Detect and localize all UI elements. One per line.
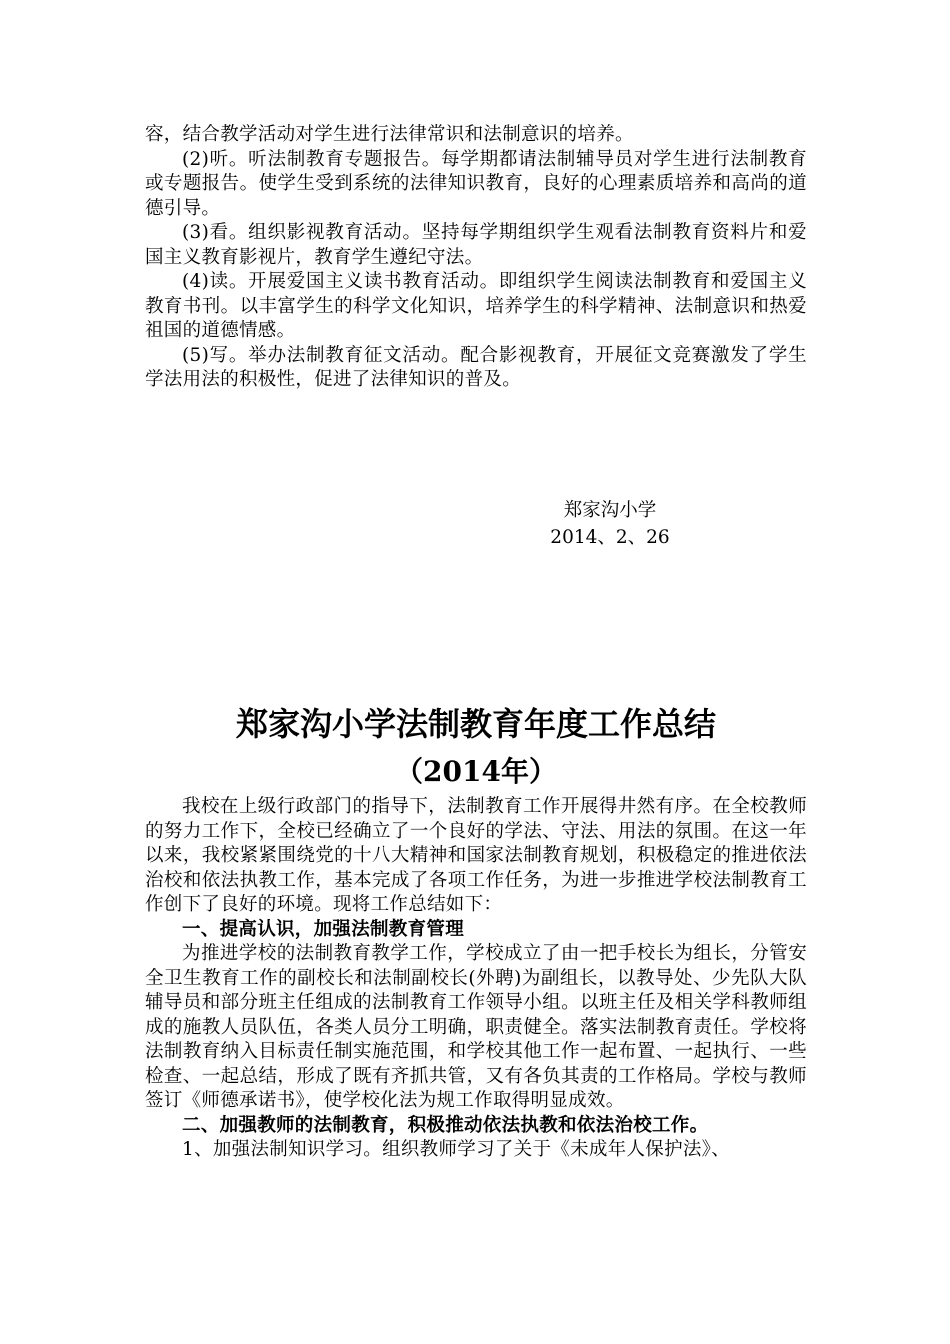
paragraph-listen: (2)听。听法制教育专题报告。每学期都请法制辅导员对学生进行法制教育或专题报告。使学生受到系统的法律知识教育，良好的心理素质培养和高尚的道德引导。: [145, 148, 807, 219]
signature-date: 2014、2、26: [550, 527, 670, 548]
signature-block: [520, 497, 700, 551]
paragraph-watch: (3)看。组织影视教育活动。坚持每学期组织学生观看法制教育资料片和爱国主义教育影视片，教育学生遵纪守法。: [145, 222, 807, 268]
previous-section-text: [145, 123, 807, 393]
document-subtitle: （2014年）: [395, 755, 557, 788]
section-heading-1: 一、提高认识，加强法制教育管理: [182, 918, 465, 940]
intro-paragraph: 我校在上级行政部门的指导下，法制教育工作开展得井然有序。在全校教师的努力工作下，全校已经确立了一个良好的学法、守法、用法的氛围。在这一年以来，我校紧紧围绕党的十八大精神和国家法制教育规划，积极稳定的推进依法治校和依法执教工作，基本完成了各项工作任务，为进一步推进学校法制教育工作创下了良好的环境。现将工作总结如下：: [145, 796, 807, 915]
paragraph-write: (5)写。举办法制教育征文活动。配合影视教育，开展征文竞赛激发了学生学法用法的积极性，促进了法律知识的普及。: [145, 344, 807, 390]
document-title: 郑家沟小学法制教育年度工作总结: [235, 705, 716, 743]
paragraph-read: (4)读。开展爱国主义读书教育活动。即组织学生阅读法制教育和爱国主义教育书刊。以丰富学生的科学文化知识，培养学生的科学精神、法制意识和热爱祖国的道德情感。: [145, 271, 807, 341]
section-heading-2: 二、加强教师的法制教育，积极推动依法执教和依法治校工作。: [182, 1114, 709, 1136]
signature-school: 郑家沟小学: [563, 500, 657, 521]
paragraph-continuation: 容，结合教学活动对学生进行法律常识和法制意识的培养。: [145, 124, 634, 145]
section-paragraph-1: 为推进学校的法制教育教学工作，学校成立了由一把手校长为组长，分管安全卫生教育工作的副校长和法制副校长(外聘)为副组长，以教导处、少先队大队辅导员和部分班主任组成的法制教育工作领导小组。以班主任及相关学科教师组成的施教人员队伍，各类人员分工明确，职责健全。落实法制教育责任。学校将法制教育纳入目标责任制实施范围，和学校其他工作一起布置、一起执行、一些检查、一起总结，形成了既有齐抓共管，又有各负其责的工作格局。学校与教师签订《师德承诺书》，使学校化法为规工作取得明显成效。: [145, 943, 807, 1111]
section-paragraph-2: 1、加强法制知识学习。组织教师学习了关于《未成年人保护法》、: [182, 1139, 731, 1160]
document-body: [145, 795, 807, 1163]
